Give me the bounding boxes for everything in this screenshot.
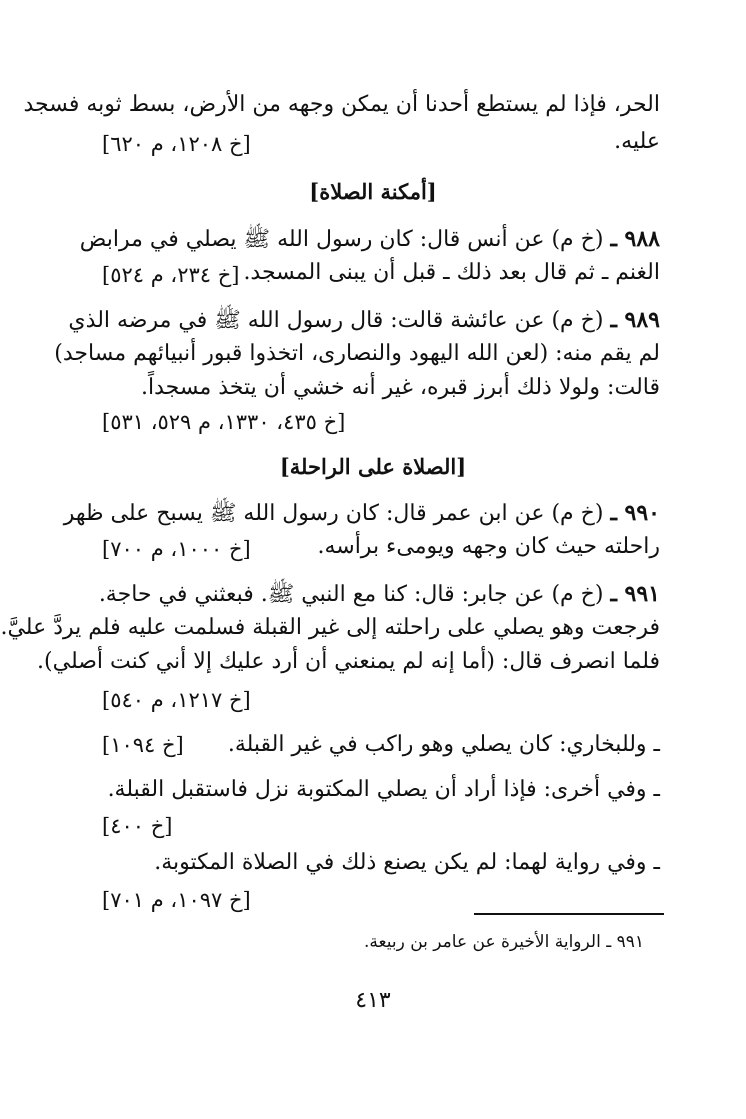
hadith-989-number: ٩٨٩ ـ [610, 307, 660, 333]
hadith-991-line-2: فرجعت وهو يصلي على راحلته إلى غير القبلة فسلمت عليه فلم يردَّ عليَّ. [0, 615, 660, 640]
hadith-989-line-2: لم يقم منه: (لعن الله اليهود والنصارى، اتخذوا قبور أنبيائهم مساجد) [54, 341, 660, 366]
hadith-991-reference: [خ ١٢١٧، م ٥٤٠] [102, 688, 251, 712]
hadith-989-reference: [خ ٤٣٥، ١٣٣٠، م ٥٢٩، ٥٣١] [102, 410, 346, 434]
hadith-988-reference: [خ ٢٣٤، م ٥٢٤] [102, 263, 240, 287]
footnote-divider [474, 913, 664, 915]
hadith-989-line-1 [68, 303, 660, 338]
narration-bukhari-line: ـ وللبخاري: كان يصلي وهو راكب في غير القبلة. [227, 732, 660, 757]
hadith-990-text-1: (خ م) عن ابن عمر قال: كان رسول الله ﷺ يسبح على ظهر [63, 501, 604, 526]
continuation-line-1: الحر، فإذا لم يستطع أحدنا أن يمكن وجهه من الأرض، بسط ثوبه فسجد [23, 92, 660, 117]
narration-both-line: ـ وفي رواية لهما: لم يكن يصنع ذلك في الصلاة المكتوبة. [154, 850, 660, 875]
continuation-line-2: عليه. [614, 129, 660, 154]
hadith-991-number: ٩٩١ ـ [610, 581, 660, 607]
section-heading-prayer-places: [أمكنة الصلاة] [309, 179, 437, 204]
narration-other-reference: [خ ٤٠٠] [102, 814, 173, 838]
page-number: ٤١٣ [355, 988, 391, 1013]
narration-other-line: ـ وفي أخرى: فإذا أراد أن يصلي المكتوبة نزل فاستقبل القبلة. [107, 777, 660, 802]
hadith-989-line-3: قالت: ولولا ذلك أبرز قبره، غير أنه خشي أن يتخذ مسجداً. [141, 375, 660, 400]
footnote: ٩٩١ ـ الرواية الأخيرة عن عامر بن ربيعة. [364, 932, 644, 952]
section-heading-prayer-on-mount: [الصلاة على الراحلة] [279, 454, 467, 479]
hadith-988-line-2: الغنم ـ ثم قال بعد ذلك ـ قبل أن يبنى المسجد. [243, 260, 660, 285]
hadith-989-text-1: (خ م) عن عائشة قالت: قال رسول الله ﷺ في مرضه الذي [68, 308, 604, 333]
hadith-991-line-3: فلما انصرف قال: (أما إنه لم يمنعني أن أرد عليك إلا أني كنت أصلي). [37, 649, 660, 674]
narration-bukhari-reference: [خ ١٠٩٤] [102, 733, 184, 757]
hadith-990-line-2: راحلته حيث كان وجهه ويومىء برأسه. [317, 534, 660, 559]
narration-both-reference: [خ ١٠٩٧، م ٧٠١] [102, 888, 251, 912]
hadith-990-line-1 [64, 496, 660, 531]
hadith-991-line-1 [99, 577, 660, 612]
hadith-990-number: ٩٩٠ ـ [610, 500, 660, 526]
hadith-988-number: ٩٨٨ ـ [610, 226, 660, 252]
continuation-reference: [خ ١٢٠٨، م ٦٢٠] [102, 132, 251, 156]
hadith-988-text-1: (خ م) عن أنس قال: كان رسول الله ﷺ يصلي في مرابض [79, 227, 604, 252]
hadith-990-reference: [خ ١٠٠٠، م ٧٠٠] [102, 537, 251, 561]
hadith-988-line-1 [80, 222, 660, 257]
hadith-991-text-1: (خ م) عن جابر: قال: كنا مع النبي ﷺ. فبعثني في حاجة. [98, 582, 604, 607]
